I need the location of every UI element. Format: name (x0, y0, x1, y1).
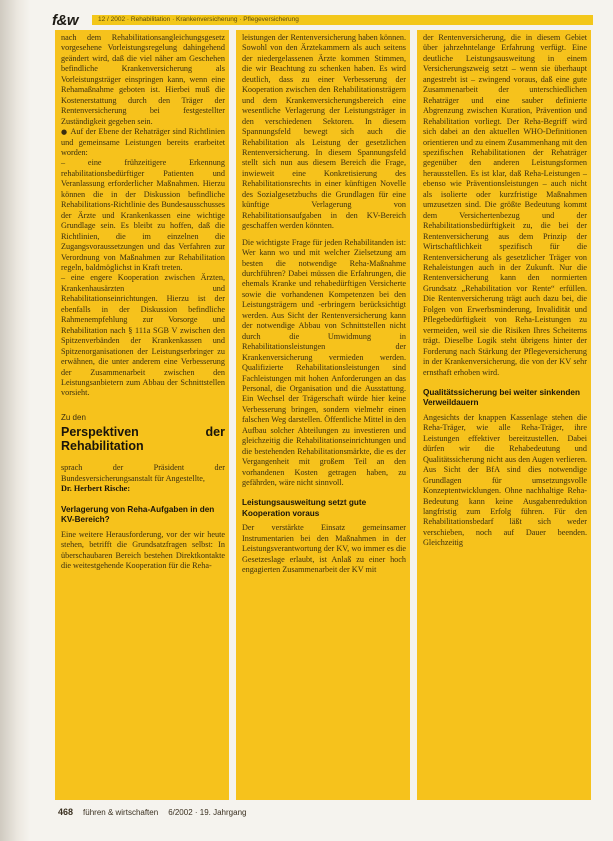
author-name: Dr. Herbert Rische: (61, 484, 131, 494)
subheading: Qualitätssicherung bei weiter sinkenden Verweildauern (423, 387, 580, 408)
paragraph: sprach der Präsident der Bundesversicherungsanstalt für Angestellte, (61, 463, 225, 483)
subheading: Leistungsausweitung setzt gute Kooperation voraus (242, 498, 367, 518)
page-gutter-shadow (0, 0, 30, 841)
issue-info: 6/2002 · 19. Jahrgang (168, 807, 247, 817)
paragraph: Angesichts der knappen Kassenlage stehen die Reha-Träger, wie alle Reha-Träger, ihre Leistungen effektiver bereitzustellen. Dabei dürfen wir die Rehabedeutung und Qualitätssicherung nicht aus den Augen verlieren. Aus Sicht der BfA sind dies notwendige Grundlagen für umsetzungsvolle Konzeptentwicklungen. Ohne nachhaltige Reha-Bedeutung kann keine Ausgabenreduktion langfristig zum Erfolg führen. Für den Rehabilitationsbedarf läßt sich weder verschieben, noch auf Dauer beenden. Gleichzeitig (423, 412, 587, 548)
paragraph: – eine frühzeitigere Erkennung rehabilitationsbedürftiger Patienten und Veranlassung erforderlicher Maßnahmen. Hierzu können die in der Diskussion befindliche Rehabilitations-Richtlinie des Bundesausschusses der Ärzte und Krankenkassen eine wichtige Grundlage sein. Es bleibt zu hoffen, daß die Richtlinien, die im einzelnen die Zugangsvoraussetzungen und das Verfahren zur Verordnung von Maßnahmen zur Rehabilitation regeln, baldmöglichst in Kraft treten. (61, 158, 225, 272)
journal-name: führen & wirtschaften (83, 807, 159, 817)
paragraph: der Rentenversicherung, die in diesem Gebiet über jahrzehntelange Erfahrung verfügt. Eine deutliche Leistungsausweitung in einem Versicherungszweig setzt – wenn sie überhaupt angestrebt ist – zwingend voraus, daß eine gute Zusammenarbeit der unterschiedlichen Rehaträger und eine sauber definierte Abgrenzung zwischen Kuration, Prävention und Rehabilitation vorliegt. Der Reha-Begriff wird sich dabei an den aktuellen WHO-Definitionen orientieren und zu einem Zusammenhang mit den spezifischen Rehabilitationen der Rehaträger gegenüber den anderen Leistungsformen herausstellen. Es ist klar, daß Reha-Leistungen – ebenso wie Präventionsleistungen – auch nicht als isolierte oder kurzfristige Maßnahmen umzusetzen sind. Die größte Bedeutung kommt dem Versichertenbezug und der Rehabilitationsbedürftigkeit zu, die bei der Rentenversicherung aus dem Prinzip der Wirtschaftlichkeit spezifisch für die Rentenversicherung als gesetzlicher Träger von Rehaleistungen auch in der Zukunft. Nur die Rentenversicherung kann den normierten Grundsatz „Rehabilitation vor Rente“ erfüllen. Die Rentenversicherung trägt auch dazu bei, die Folgen von Erwerbsminderung, Invalidität und Pflegebedürftigkeit von Reha-Leistungen zu vermeiden, weil sie die Risiken Ihres Scheiterns trägt. Dieselbe Logik steht übrigens hinter der Forderung nach Stärkung der Pflegeversicherung in der Krankenversicherung, die von der KV sehr ernsthaft erhoben wird. (423, 33, 587, 377)
bullet-icon: ● (61, 128, 68, 137)
page-number: 468 (58, 807, 74, 817)
bullet-paragraph: ● Auf der Ebene der Rehaträger sind Richtlinien und gemeinsame Leistungen bereits erarbeitet worden: (61, 127, 226, 157)
paragraph: leistungen der Rentenversicherung haben können. Sowohl von den Ärztekammern als auch seitens der niedergelassenen Ärzte kommen Stimmen, die wir Beachtung zu schenken haben. Es wird deutlich, dass zu einer Verbesserung der Kooperation zwischen den Rehabilitationsträgern und dem Krankenversicherungsbereich eine wesentliche Verlagerung der Leistungsträger in den verschiedenen Sektoren. In diesem Spannungsfeld bewegt sich auch die Rehabilitation als Leistung der gesetzlichen Rentenversicherung. In diesem Spannungsfeld stellt sich nun aus diesem Bereich die Frage, inwieweit eine Konkretisierung des Rehabilitationsrechts in einer künftigen Novelle des Sozialgesetzbuchs die Grundlagen für eine künftige Verlagerung von Rehabilitationsaufgaben in den KV-Bereich geschaffen werden könnten. (242, 33, 406, 231)
paragraph: nach dem Rehabilitationsangleichungsgesetz vorgesehene Vorleistungsregelung dahingehend geändert wird, daß die viel näher am Geschehen befindliche Krankenversicherung als Vorleistungsträger einspringen kann, wenn eine Rehamaßnahme geboten ist. Hierbei muß die Kostenerstattung durch den Träger der Rentenversicherung bei festgestellter Zuständigkeit gegeben sein. (61, 33, 225, 126)
paragraph: Eine weitere Herausforderung, vor der wir heute stehen, betrifft die Grundsatzfragen selbst: In überschaubaren Bereich bestehen Direktkontakte die weitestgehende Kooperation für die Reha- (61, 529, 225, 571)
paragraph: Die wichtigste Frage für jeden Rehabilitanden ist: Wer kann wo und mit welcher Zielsetzung am besten die notwendige Reha-Maßnahme durchführen? Dabei müssen die Erfahrungen, die ehemals Kranke und rehabedürftigen Versicherte sowie die vorhandenen Kompetenzen bei den Leistungsträgern und -erbringern berücksichtigt werden. Aus Sicht der Rentenversicherung kann der notwendige Abbau von Schnittstellen nicht durch die Umwidmung in Rehabilitationsleistungen der Krankenversicherung vermieden werden. Qualifizierte Rehabilitationsleistungen sind Fachleistungen mit hohen Anforderungen an das Personal, die Organisation und die Ausstattung. Ein Wechsel der Trägerschaft würde hier keine Verbesserung bringen, sondern vielmehr einen falschen Weg darstellen. Öffentliche Mittel in den Aufbau solcher Abteilungen zu investieren und gleichzeitig die Rehabilitationseinrichtungen und die bestehenden Rehabilitationsmärkte, die es der Vergangenheit mit großem Teil an den vorhandenen Kosten getragen haben, zu gefährden, wäre nicht sinnvoll. (242, 237, 406, 488)
column-left (55, 30, 229, 800)
paragraph: – eine engere Kooperation zwischen Ärzten, Krankenhausärzten und Rehabilitationseinrichtungen. Hierzu ist der ebenfalls in der Diskussion befindliche Rahmenempfehlung zur Vorsorge und Rehabilitation nach § 111a SGB V zwischen den Spitzenverbänden der Krankenkassen und Spitzenorganisationen der Leistungserbringer zu erwähnen, die unter anderem eine Verbesserung der Zusammenarbeit zwischen den Leistungsanbietern zum Abbau der Schnittstellen vorsieht. (61, 273, 225, 398)
journal-logo: f&w (52, 11, 78, 29)
column-middle (236, 30, 410, 800)
paragraph: Der verstärkte Einsatz gemeinsamer Instrumentarien bei den Maßnahmen in der Leistungsverantwortung der KV, wo immer es die Gesetzeslage erlaubt, ist Anlaß zu einer hoch engagierten Zusammenarbeit der KV mit (242, 523, 406, 575)
subheading: Verlagerung von Reha-Aufgaben in den KV-Bereich? (61, 504, 215, 525)
section-title: Perspektiven der Rehabilitation (61, 425, 225, 454)
header-bar: 12 / 2002 · Rehabilitation · Krankenversicherung · Pflegeversicherung (92, 15, 593, 25)
column-right (417, 30, 591, 800)
running-header (52, 13, 593, 27)
page-footer (58, 806, 246, 818)
section-kicker: Zu den (61, 412, 86, 422)
